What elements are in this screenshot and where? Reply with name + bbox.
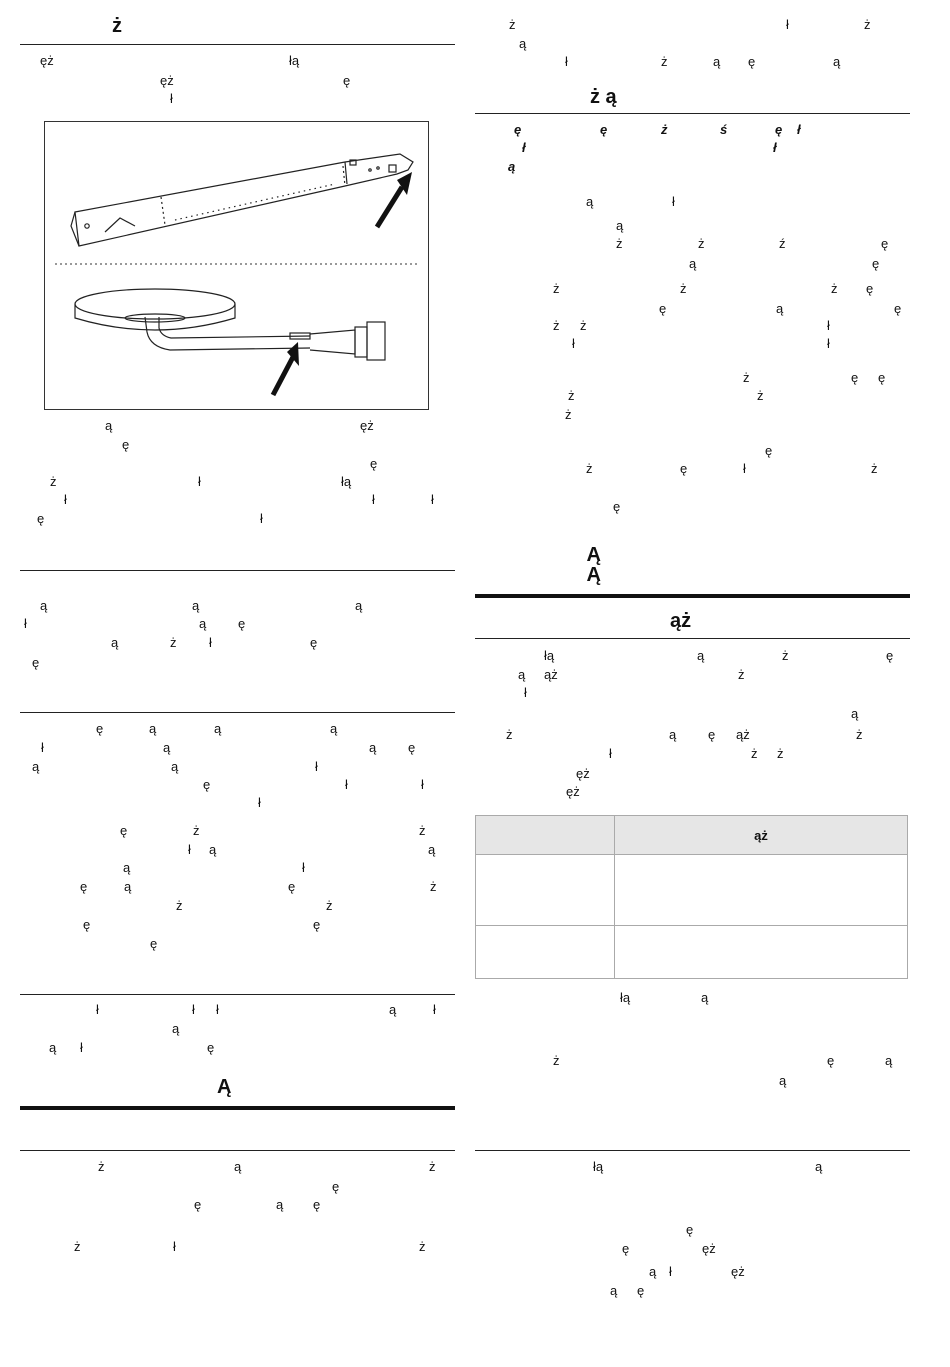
spec-table [475,815,908,979]
glyph: łą [620,990,631,1005]
section-heading: ż ą [590,86,617,108]
glyph: ś [720,122,728,137]
glyph: ł [797,122,801,137]
glyph: ż [751,746,758,761]
glyph: ż [680,281,687,296]
section-heading: ż [112,15,122,37]
glyph: ę [680,461,688,476]
glyph: ł [216,1002,219,1017]
chapter-heading-text: Ą Ą [586,544,601,586]
glyph: ł [170,91,173,106]
glyph: ą [389,1002,397,1017]
glyph: ł [565,54,568,69]
glyph: ł [64,492,67,507]
glyph: ę [120,823,128,838]
table-header-cell: ąż [615,816,908,855]
glyph: ą [833,54,841,69]
glyph: ł [773,140,777,155]
glyph: ęż [160,73,174,88]
glyph: ż [506,727,513,742]
glyph: ą [851,706,859,721]
glyph: ę [313,1197,321,1212]
glyph: ą [355,598,363,613]
glyph: ę [866,281,874,296]
glyph: ż [698,236,705,251]
glyph: ą [776,301,784,316]
table-cell [476,855,615,926]
glyph: ł [24,616,27,631]
glyph: ż [74,1239,81,1254]
table-header-cell [476,816,615,855]
glyph: ę [83,917,91,932]
glyph: łą [593,1159,604,1174]
glyph: ę [288,879,296,894]
glyph: ą [105,418,113,433]
glyph: ł [522,140,526,155]
glyph: ż [98,1159,105,1174]
glyph: ł [433,1002,436,1017]
glyph: ę [851,370,859,385]
glyph: ż [50,474,57,489]
glyph: ż [616,236,623,251]
glyph: ą [276,1197,284,1212]
divider [475,1150,910,1151]
table-row [476,855,908,926]
glyph: ż [782,648,789,663]
glyph: ę [122,437,130,452]
divider [20,712,455,713]
glyph: ł [192,1002,195,1017]
glyph: ęż [576,766,590,781]
glyph: ą [214,721,222,736]
glyph: ę [775,122,783,137]
glyph: ą [713,54,721,69]
chapter-heading [567,545,607,585]
glyph: ł [258,795,261,810]
glyph: ą [586,194,594,209]
glyph: ł [209,635,212,650]
glyph: ż [743,370,750,385]
glyph: łą [341,474,352,489]
glyph: ż [429,1159,436,1174]
glyph: ż [757,388,764,403]
glyph: ę [32,655,40,670]
glyph: ą [49,1040,57,1055]
glyph: ą [885,1053,893,1068]
glyph: ę [37,511,45,526]
glyph: ż [831,281,838,296]
glyph: ą [369,740,377,755]
glyph: ą [649,1264,657,1279]
glyph: ł [302,860,305,875]
glyph: ę [872,256,880,271]
divider [20,994,455,995]
glyph: ęż [566,784,580,799]
glyph: ą [330,721,338,736]
glyph: ż [661,122,668,137]
glyph: ęż [702,1241,716,1256]
glyph: ł [786,17,789,32]
glyph: ą [815,1159,823,1174]
glyph: ę [765,443,773,458]
glyph: ąż [736,727,750,742]
glyph: ł [609,746,612,761]
glyph: ę [408,740,416,755]
glyph: ę [514,122,522,137]
glyph: ą [209,842,217,857]
glyph: ę [881,236,889,251]
table-cell [615,926,908,979]
glyph: ł [173,1239,176,1254]
glyph: ą [689,256,697,271]
divider [20,1150,455,1151]
chapter-heading: Ą [217,1076,232,1098]
glyph: ż [176,898,183,913]
glyph: ł [669,1264,672,1279]
glyph: ę [238,616,246,631]
glyph: ęż [360,418,374,433]
glyph: ż [738,667,745,682]
glyph: ą [32,759,40,774]
glyph: ą [123,860,131,875]
glyph: ę [886,648,894,663]
glyph: ą [779,1073,787,1088]
glyph: ą [163,740,171,755]
glyph: ż [661,54,668,69]
glyph: ę [622,1241,630,1256]
glyph: ż [509,17,516,32]
glyph: ą [428,842,436,857]
glyph: ą [199,616,207,631]
glyph: ą [519,36,527,51]
glyph: ł [672,194,675,209]
divider [20,570,455,571]
glyph: ł [188,842,191,857]
divider [475,638,910,639]
glyph: ż [170,635,177,650]
glyph: ź [779,236,786,251]
glyph: ąż [544,667,558,682]
glyph: ł [372,492,375,507]
glyph: ą [171,759,179,774]
glyph: ł [315,759,318,774]
glyph: ł [572,336,575,351]
glyph: ł [421,777,424,792]
glyph: ł [41,740,44,755]
glyph: ą [111,635,119,650]
glyph: ą [669,727,677,742]
glyph: ą [172,1021,180,1036]
glyph: ż [580,318,587,333]
glyph: ę [203,777,211,792]
glyph: ę [894,301,902,316]
glyph: ł [431,492,434,507]
section-heading: ąż [670,610,692,632]
divider [475,113,910,114]
glyph: ą [518,667,526,682]
glyph: ę [150,936,158,951]
glyph: ł [743,461,746,476]
glyph: ą [697,648,705,663]
glyph: ę [708,727,716,742]
glyph: ł [198,474,201,489]
glyph: ł [827,336,830,351]
glyph: ż [553,318,560,333]
glyph: ż [586,461,593,476]
glyph: ł [80,1040,83,1055]
glyph: ł [260,511,263,526]
glyph: ą [149,721,157,736]
glyph: ż [777,746,784,761]
glyph: ż [326,898,333,913]
glyph: ę [686,1222,694,1237]
glyph: ż [553,281,560,296]
glyph: ę [748,54,756,69]
glyph: ę [332,1179,340,1194]
glyph: ę [613,499,621,514]
glyph: ą [40,598,48,613]
glyph: ą [701,990,709,1005]
glyph: ż [193,823,200,838]
glyph: ż [568,388,575,403]
glyph: ę [80,879,88,894]
glyph: ę [96,721,104,736]
glyph: ż [864,17,871,32]
burner-illustration [44,121,429,410]
glyph: ę [343,73,351,88]
glyph: łą [544,648,555,663]
table-cell [476,926,615,979]
glyph: ę [207,1040,215,1055]
glyph: ą [508,159,516,174]
table-row [476,926,908,979]
glyph: ę [310,635,318,650]
table-cell [615,855,908,926]
glyph: ą [192,598,200,613]
divider [20,44,455,45]
glyph: ę [313,917,321,932]
glyph: ę [637,1283,645,1298]
table-header-row [476,816,908,855]
glyph: ą [610,1283,618,1298]
glyph: ą [234,1159,242,1174]
glyph: ę [194,1197,202,1212]
chapter-rule [475,594,910,598]
glyph: ż [871,461,878,476]
glyph: ę [370,456,378,471]
glyph: ą [616,218,624,233]
glyph: łą [289,53,300,68]
glyph: ł [345,777,348,792]
glyph: ż [856,727,863,742]
glyph: ż [430,879,437,894]
glyph: ż [553,1053,560,1068]
glyph: ę [878,370,886,385]
glyph: ą [124,879,132,894]
glyph: ę [600,122,608,137]
glyph: ż [565,407,572,422]
glyph: ł [96,1002,99,1017]
glyph: ęż [731,1264,745,1279]
chapter-rule [20,1106,455,1110]
glyph: ż [419,823,426,838]
glyph: ł [524,685,527,700]
glyph: ę [827,1053,835,1068]
glyph: ę [659,301,667,316]
glyph: ęż [40,53,54,68]
glyph: ł [827,318,830,333]
glyph: ż [419,1239,426,1254]
